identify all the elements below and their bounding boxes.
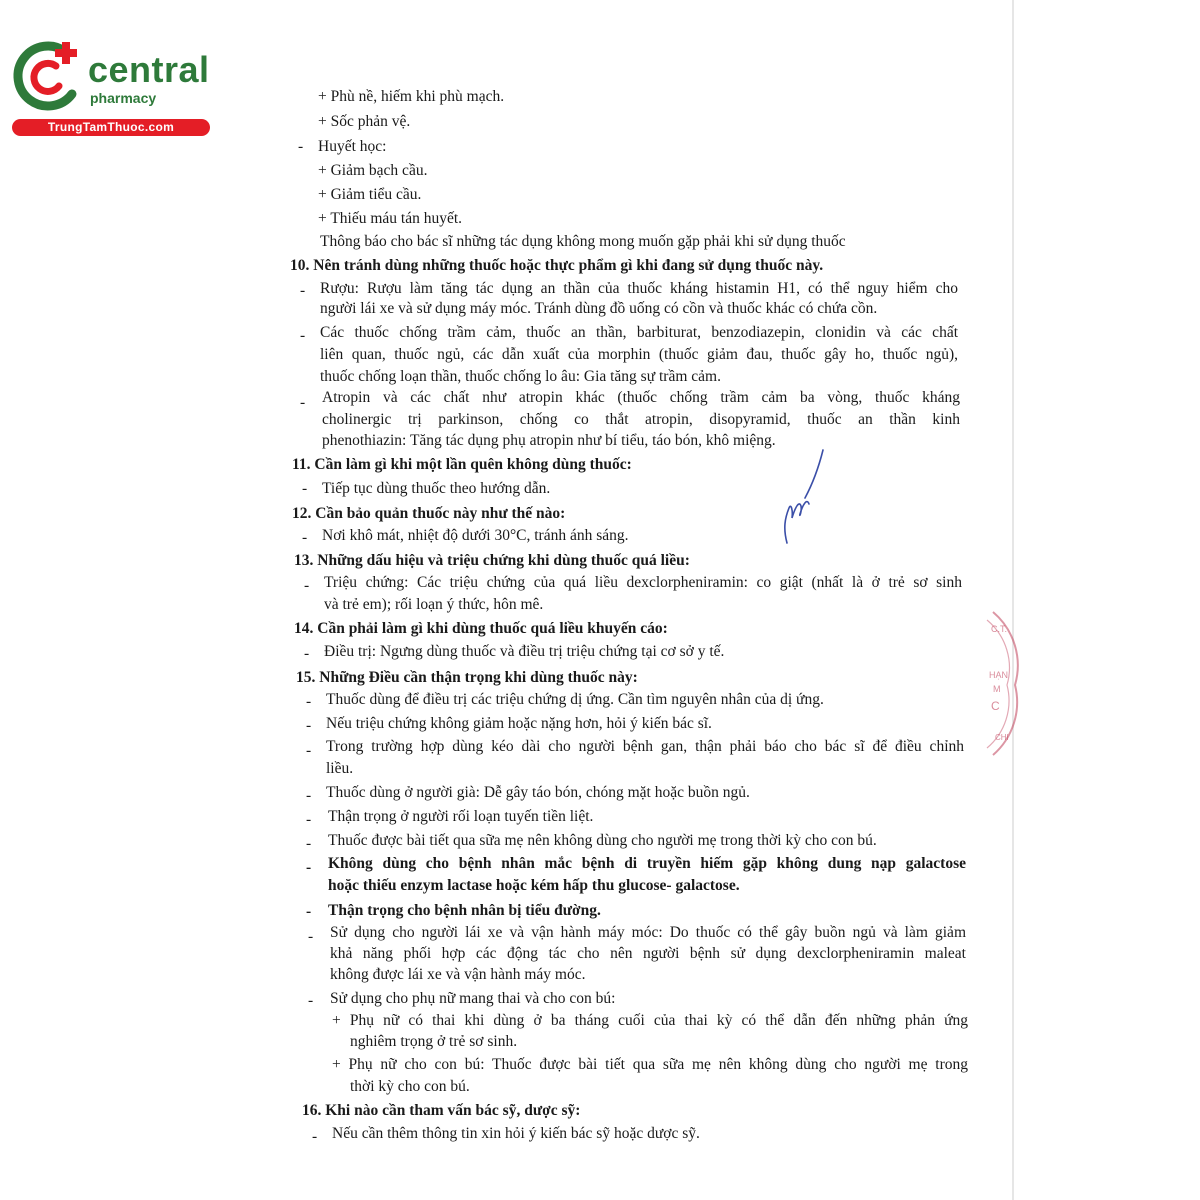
text-line: + Giảm tiểu cầu. [318, 186, 422, 203]
section-heading: 12. Cần bảo quản thuốc này như thế nào: [292, 505, 566, 522]
text-line: thuốc chống loạn thần, thuốc chống lo âu: Gia tăng sự trầm cảm. [320, 368, 721, 385]
bullet: - [308, 992, 314, 1009]
text-line: Nơi khô mát, nhiệt độ dưới 30°C, tránh ánh sáng. [322, 527, 629, 544]
bullet: - [300, 327, 306, 344]
bullet: - [306, 787, 312, 804]
text-line: Thuốc được bài tiết qua sữa mẹ nên không dùng cho người mẹ trong thời kỳ cho con bú. [328, 832, 877, 849]
bullet: - [302, 480, 308, 497]
section-heading: 10. Nên tránh dùng những thuốc hoặc thực phẩm gì khi đang sử dụng thuốc này. [290, 257, 824, 274]
text-line: cholinergic trị parkinson, chống co thắt atropin, disopyramid, thuốc an thần kinh [322, 411, 960, 428]
text-line: Các thuốc chống trầm cảm, thuốc an thần, barbiturat, benzodiazepin, clonidin và các chất [320, 324, 958, 341]
bullet: - [306, 742, 312, 759]
bullet: - [298, 138, 304, 155]
brand-url: TrungTamThuoc.com [12, 119, 210, 136]
text-line: thời kỳ cho con bú. [350, 1078, 470, 1095]
bullet: - [306, 811, 312, 828]
bullet: - [306, 859, 312, 876]
official-stamp [985, 610, 1025, 760]
text-line-bold: Thận trọng cho bệnh nhân bị tiểu đường. [328, 902, 601, 919]
text-line-bold: hoặc thiếu enzym lactase hoặc kém hấp thu glucose- galactose. [328, 877, 740, 894]
text-line: Rượu: Rượu làm tăng tác dụng an thần của thuốc kháng histamin H1, có thể nguy hiểm cho [320, 280, 958, 297]
text-line: Thông báo cho bác sĩ những tác dụng không mong muốn gặp phải khi sử dụng thuốc [320, 233, 846, 250]
text-line: phenothiazin: Tăng tác dụng phụ atropin như bí tiểu, táo bón, khô miệng. [322, 432, 776, 449]
text-line: nghiêm trọng ở trẻ sơ sinh. [350, 1033, 518, 1050]
brand-name: central [88, 49, 210, 90]
section-heading: 14. Cần phải làm gì khi dùng thuốc quá liều khuyến cáo: [294, 620, 668, 637]
text-line: không được lái xe và vận hành máy móc. [330, 966, 586, 983]
text-line: + Phụ nữ cho con bú: Thuốc được bài tiết qua sữa mẹ nên không dùng cho người mẹ trong [332, 1056, 968, 1073]
bullet: - [300, 282, 306, 299]
text-line-bold: Không dùng cho bệnh nhân mắc bệnh di truyền hiếm gặp không dung nạp galactose [328, 855, 966, 872]
handwritten-signature [775, 448, 835, 553]
bullet: - [306, 717, 312, 734]
bullet: - [312, 1128, 318, 1145]
text-line: Huyết học: [318, 138, 387, 155]
text-line: Nếu cần thêm thông tin xin hỏi ý kiến bác sỹ hoặc dược sỹ. [332, 1125, 700, 1142]
text-line: Thuốc dùng ở người già: Dễ gây táo bón, chóng mặt hoặc buồn ngủ. [326, 784, 750, 801]
text-line: + Phù nề, hiếm khi phù mạch. [318, 88, 505, 105]
bullet: - [306, 835, 312, 852]
text-line: khả năng phối hợp các động tác cho nên người bệnh sử dụng dexclorpheniramin maleat [330, 945, 966, 962]
stamp-text: HẠN [989, 670, 1009, 680]
text-line: Trong trường hợp dùng kéo dài cho người bệnh gan, thận phải báo cho bác sĩ để điều chỉnh [326, 738, 964, 755]
text-line: Điều trị: Ngưng dùng thuốc và điều trị triệu chứng tại cơ sở y tế. [324, 643, 725, 660]
text-line: Triệu chứng: Các triệu chứng của quá liều dexclorpheniramin: co giật (nhất là ở trẻ sơ sinh [324, 574, 962, 591]
text-line: Thận trọng ở người rối loạn tuyến tiền liệt. [328, 808, 594, 825]
text-line: Sử dụng cho phụ nữ mang thai và cho con bú: [330, 990, 616, 1007]
text-line: liên quan, thuốc ngủ, các dẫn xuất của morphin (thuốc giảm đau, thuốc gây ho, thuốc ngủ), [320, 346, 958, 363]
text-line: + Phụ nữ có thai khi dùng ở ba tháng cuối của thai kỳ có thể dẫn đến những phản ứng [332, 1012, 968, 1029]
text-line: Tiếp tục dùng thuốc theo hướng dẫn. [322, 480, 551, 497]
brand-tagline: pharmacy [90, 90, 157, 106]
text-line: + Giảm bạch cầu. [318, 162, 428, 179]
text-line: liều. [326, 760, 354, 777]
section-heading: 15. Những Điều cần thận trọng khi dùng thuốc này: [296, 669, 638, 686]
bullet: - [302, 529, 308, 546]
text-line: + Thiếu máu tán huyết. [318, 210, 463, 227]
bullet: - [304, 577, 310, 594]
text-line: + Sốc phản vệ. [318, 113, 411, 130]
text-line: Thuốc dùng để điều trị các triệu chứng dị ứng. Cần tìm nguyên nhân của dị ứng. [326, 691, 824, 708]
section-heading: 13. Những dấu hiệu và triệu chứng khi dùng thuốc quá liều: [294, 552, 690, 569]
text-line: và trẻ em); rối loạn ý thức, hôn mê. [324, 596, 544, 613]
bullet: - [306, 693, 312, 710]
section-heading: 16. Khi nào cần tham vấn bác sỹ, dược sỹ: [302, 1102, 581, 1119]
text-line: Sử dụng cho người lái xe và vận hành máy móc: Do thuốc có thể gây buồn ngủ và làm giảm [330, 924, 966, 941]
stamp-text: M [993, 684, 1001, 694]
bullet: - [304, 645, 310, 662]
stamp-text: CHI [995, 733, 1009, 742]
text-line: Atropin và các chất như atropin khác (thuốc chống trầm cảm ba vòng, thuốc kháng [322, 389, 960, 406]
section-heading: 11. Cần làm gì khi một lần quên không dùng thuốc: [292, 456, 632, 473]
text-line: người lái xe và sử dụng máy móc. Tránh dùng đồ uống có cồn và thuốc khác có chứa cồn. [320, 300, 878, 317]
bullet: - [300, 394, 306, 411]
stamp-text: C [991, 699, 1000, 713]
text-line: Nếu triệu chứng không giảm hoặc nặng hơn, hỏi ý kiến bác sĩ. [326, 715, 712, 732]
bullet: - [306, 903, 312, 920]
bullet: - [308, 928, 314, 945]
stamp-text: C.T. [991, 624, 1008, 634]
